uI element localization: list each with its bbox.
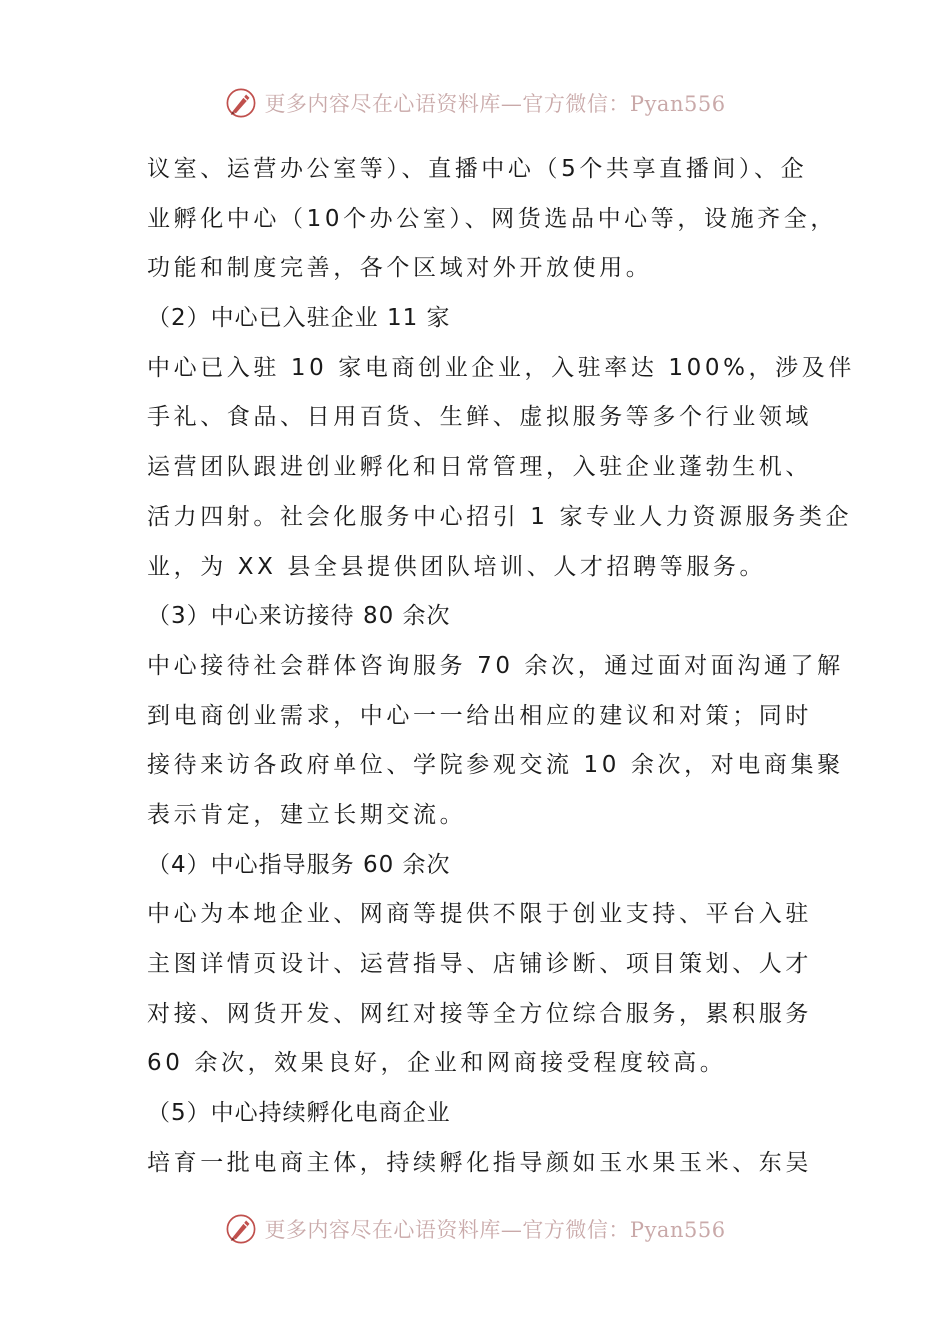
text-line: 运营团队跟进创业孵化和日常管理，入驻企业蓬勃生机、 [147, 454, 812, 481]
section-heading: （5）中心持续孵化电商企业 [147, 1100, 451, 1127]
text-line: 接待来访各政府单位、学院参观交流 10 余次，对电商集聚 [147, 752, 844, 779]
text-line: 中心接待社会群体咨询服务 70 余次，通过面对面沟通了解 [147, 652, 844, 679]
text-line: 表示肯定，建立长期交流。 [147, 801, 467, 828]
text-line: 手礼、食品、日用百货、生鲜、虚拟服务等多个行业领域 [147, 404, 812, 431]
text-line: 60 余次，效果良好，企业和网商接受程度较高。 [147, 1050, 727, 1077]
text-line: 培育一批电商主体，持续孵化指导颜如玉水果玉米、东吴 [147, 1149, 812, 1176]
watermark-text: 更多内容尽在心语资料库—官方微信：Pyan556 [264, 92, 726, 116]
text-line: 业，为 XX 县全县提供团队培训、人才招聘等服务。 [147, 553, 767, 580]
header-watermark [0, 83, 950, 123]
text-line: 对接、网货开发、网红对接等全方位综合服务，累积服务 [147, 1000, 812, 1027]
section-heading: （3）中心来访接待 80 余次 [147, 603, 451, 630]
text-line: 到电商创业需求，中心一一给出相应的建议和对策；同时 [147, 702, 812, 729]
watermark-text: 更多内容尽在心语资料库—官方微信：Pyan556 [264, 1218, 726, 1242]
pen-logo-icon [224, 86, 258, 120]
section-heading: （4）中心指导服务 60 余次 [147, 851, 451, 878]
text-line: 议室、运营办公室等）、直播中心（5个共享直播间）、企 [147, 156, 808, 182]
pen-logo-icon [224, 1212, 258, 1246]
text-line: 业孵化中心（10个办公室）、网货选品中心等，设施齐全， [147, 205, 837, 232]
text-line: 中心为本地企业、网商等提供不限于创业支持、平台入驻 [147, 901, 812, 928]
footer-watermark [0, 1209, 950, 1249]
section-heading: （2）中心已入驻企业 11 家 [147, 305, 451, 332]
text-line: 主图详情页设计、运营指导、店铺诊断、项目策划、人才 [147, 951, 812, 977]
document-body [147, 145, 855, 1188]
text-line: 活力四射。社会化服务中心招引 1 家专业人力资源服务类企 [147, 503, 853, 530]
text-line: 功能和制度完善，各个区域对外开放使用。 [147, 255, 653, 282]
text-line: 中心已入驻 10 家电商创业企业，入驻率达 100%，涉及伴 [147, 354, 855, 381]
